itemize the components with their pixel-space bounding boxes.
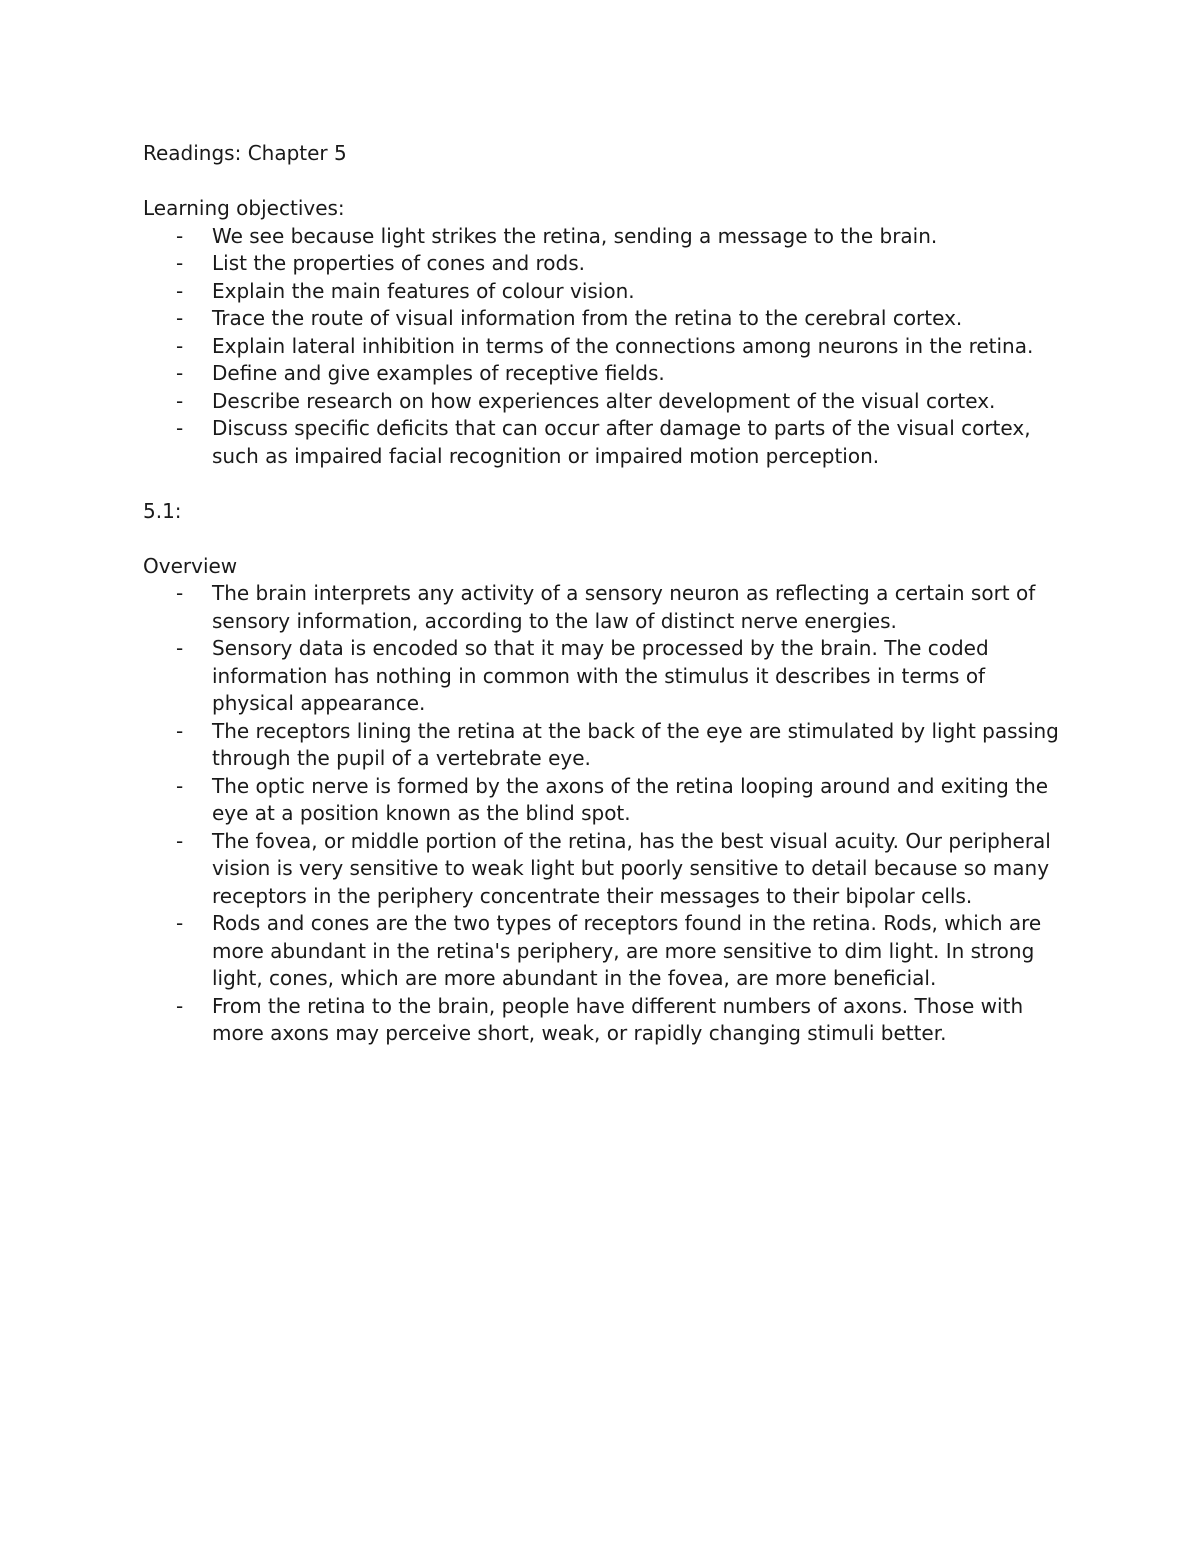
dash-marker: - <box>176 333 184 358</box>
list-item-text: List the properties of cones and rods. <box>212 251 586 275</box>
section-number: 5.1: <box>143 498 182 523</box>
list-item <box>143 388 1063 416</box>
objectives-heading: Learning objectives: <box>143 196 345 220</box>
spacer <box>143 525 1063 553</box>
spacer <box>143 168 1063 196</box>
list-item <box>143 278 1063 306</box>
readings-line: Readings: Chapter 5 <box>143 141 347 165</box>
dash-marker: - <box>176 828 184 853</box>
list-item <box>143 773 1063 828</box>
list-item <box>143 828 1063 911</box>
list-item <box>143 250 1063 278</box>
overview-list <box>143 580 1063 1048</box>
dash-marker: - <box>176 416 184 440</box>
list-item <box>143 333 1063 361</box>
list-item-text: The receptors lining the retina at the back of the eye are stimulated by light passing through the pupil of a vertebrate eye. <box>212 718 1059 770</box>
list-item-text: Explain the main features of colour vision. <box>212 278 635 303</box>
list-item-text: Describe research on how experiences alter development of the visual cortex. <box>212 388 996 413</box>
dash-marker: - <box>176 911 184 935</box>
overview-heading: Overview <box>143 553 238 578</box>
list-item-text: Discuss specific deficits that can occur after damage to parts of the visual cortex, such as impaired facial recognition or impaired motion perception. <box>212 416 1031 468</box>
dash-marker: - <box>176 993 184 1018</box>
objectives-list <box>143 223 1063 471</box>
dash-marker: - <box>176 581 184 605</box>
dash-marker: - <box>176 388 184 413</box>
list-item-text: Explain lateral inhibition in terms of the connections among neurons in the retina. <box>212 333 1034 358</box>
list-item-text: Trace the route of visual information from the retina to the cerebral cortex. <box>212 306 963 330</box>
list-item <box>143 305 1063 333</box>
list-item-text: Rods and cones are the two types of receptors found in the retina. Rods, which are more abundant in the retina's periphery, are more sensitive to dim light. In strong light, cones, which are more abundant in the fovea, are more beneficial. <box>212 911 1042 990</box>
dash-marker: - <box>176 636 184 660</box>
list-item <box>143 415 1063 470</box>
spacer <box>143 470 1063 498</box>
list-item <box>143 580 1063 635</box>
list-item <box>143 993 1063 1048</box>
dash-marker: - <box>176 223 184 248</box>
list-item <box>143 360 1063 388</box>
dash-marker: - <box>176 718 184 743</box>
list-item <box>143 718 1063 773</box>
list-item-text: Define and give examples of receptive fields. <box>212 361 665 385</box>
dash-marker: - <box>176 278 184 303</box>
list-item-text: The brain interprets any activity of a sensory neuron as reflecting a certain sort of sensory information, according to the law of distinct nerve energies. <box>212 581 1036 633</box>
list-item-text: The optic nerve is formed by the axons of the retina looping around and exiting the eye at a position known as the blind spot. <box>212 773 1049 825</box>
list-item <box>143 223 1063 251</box>
list-item-text: The fovea, or middle portion of the retina, has the best visual acuity. Our peripheral vision is very sensitive to weak light but poorly sensitive to detail because so many receptors in the periphery concentrate their messages to their bipolar cells. <box>212 828 1051 908</box>
list-item-text: We see because light strikes the retina, sending a message to the brain. <box>212 223 938 248</box>
dash-marker: - <box>176 306 184 330</box>
list-item <box>143 910 1063 993</box>
list-item-text: Sensory data is encoded so that it may be processed by the brain. The coded information has nothing in common with the stimulus it describes in terms of physical appearance. <box>212 636 989 715</box>
document-body <box>143 140 1063 1048</box>
list-item <box>143 635 1063 718</box>
dash-marker: - <box>176 361 184 385</box>
dash-marker: - <box>176 251 184 275</box>
dash-marker: - <box>176 773 184 798</box>
list-item-text: From the retina to the brain, people have different numbers of axons. Those with more axons may perceive short, weak, or rapidly changing stimuli better. <box>212 993 1024 1045</box>
